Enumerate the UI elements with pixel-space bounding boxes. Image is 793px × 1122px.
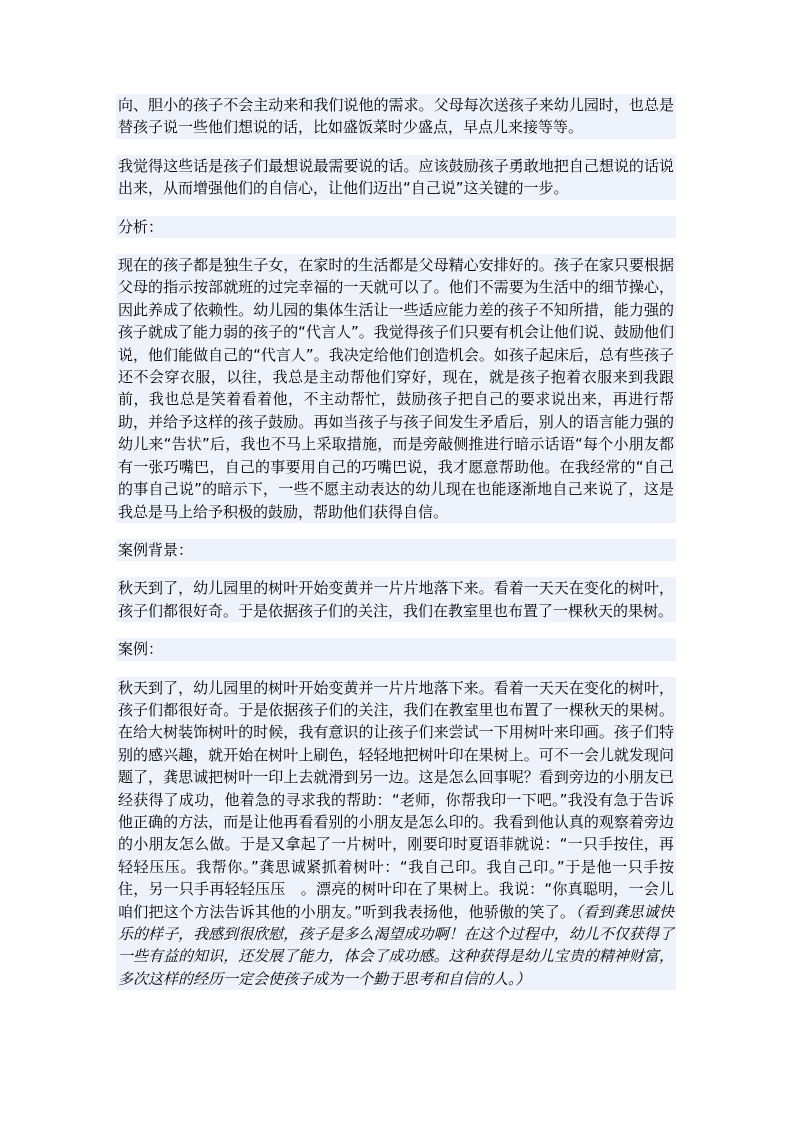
document-body <box>116 94 676 990</box>
paragraph-gap <box>116 561 676 577</box>
paragraph-gap <box>116 200 676 216</box>
paragraph-gap <box>116 139 676 155</box>
paragraph-1: 向、胆小的孩子不会主动来和我们说他的需求。父母每次送孩子来幼儿园时，也总是替孩子说一些他们想说的话，比如盛饭菜时少盛点，早点儿来接等等。 <box>116 94 676 139</box>
heading-analysis: 分析： <box>116 216 676 238</box>
heading-case: 案例： <box>116 638 676 660</box>
paragraph-gap <box>116 238 676 254</box>
paragraph-gap <box>116 661 676 677</box>
paragraph-case-background: 秋天到了，幼儿园里的树叶开始变黄并一片片地落下来。看着一天天在变化的树叶，孩子们都很好奇。于是依据孩子们的关注，我们在教室里也布置了一棵秋天的果树。 <box>116 577 676 622</box>
paragraph-gap <box>116 523 676 539</box>
paragraph-2: 我觉得这些话是孩子们最想说最需要说的话。应该鼓励孩子勇敢地把自己想说的话说出来，从而增强他们的自信心，让他们迈出“自己说”这关键的一步。 <box>116 155 676 200</box>
paragraph-analysis: 现在的孩子都是独生子女，在家时的生活都是父母精心安排好的。孩子在家只要根据父母的指示按部就班的过完幸福的一天就可以了。他们不需要为生活中的细节操心，因此养成了依赖性。幼儿园的集体生活让一些适应能力差的孩子不知所措，能力强的孩子就成了能力弱的孩子的“代言人”。我觉得孩子们只要有机会让他们说、鼓励他们说，他们能做自己的“代言人”。我决定给他们创造机会。如孩子起床后，总有些孩子还不会穿衣服，以往，我总是主动帮他们穿好，现在，就是孩子抱着衣服来到我跟前，我也总是笑着看着他，不主动帮忙，鼓励孩子把自己的要求说出来，再进行帮助，并给予这样的孩子鼓励。再如当孩子与孩子间发生矛盾后，别人的语言能力强的幼儿来“告状”后，我也不马上采取措施，而是旁敲侧推进行暗示话语“每个小朋友都有一张巧嘴巴，自己的事要用自己的巧嘴巴说，我才愿意帮助他。在我经常的“自己的事自己说”的暗示下，一些不愿主动表达的幼儿现在也能逐渐地自己来说了，这是我总是马上给予积极的鼓励，帮助他们获得自信。 <box>116 254 676 523</box>
paragraph-case <box>116 677 676 991</box>
paragraph-gap <box>116 622 676 638</box>
case-reflection: （看到龚思诚快乐的样子，我感到很欣慰，孩子是多么渴望成功啊！在这个过程中，幼儿不仅获得了一些有益的知识，还发展了能力，体会了成功感。这种获得是幼儿宝贵的精神财富，多次这样的经历一定会使孩子成为一个勤于思考和自信的人。） <box>118 902 674 988</box>
heading-case-background: 案例背景： <box>116 539 676 561</box>
case-narrative: 秋天到了，幼儿园里的树叶开始变黄并一片片地落下来。看着一天天在变化的树叶，孩子们都很好奇。于是依据孩子们的关注，我们在教室里也布置了一棵秋天的果树。在给大树装饰树叶的时候，我有意识的让孩子们来尝试一下用树叶来印画。孩子们特别的感兴趣，就开始在树叶上刷色，轻轻地把树叶印在果树上。可不一会儿就发现问题了，龚思诚把树叶一印上去就滑到另一边。这是怎么回事呢？看到旁边的小朋友已经获得了成功，他着急的寻求我的帮助：“老师，你帮我印一下吧。”我没有急于告诉他正确的方法，而是让他再看看别的小朋友是怎么印的。我看到他认真的观察着旁边的小朋友怎么做。于是又拿起了一片树叶，刚要印时夏语菲就说：“一只手按住，再轻轻压压。我帮你。”龚思诚紧抓着树叶：“我自己印。我自己印。”于是他一只手按住，另一只手再轻轻压压 。漂亮的树叶印在了果树上。我说：“你真聪明，一会儿咱们把这个方法告诉其他的小朋友。”听到我表扬他，他骄傲的笑了。 <box>118 678 674 921</box>
